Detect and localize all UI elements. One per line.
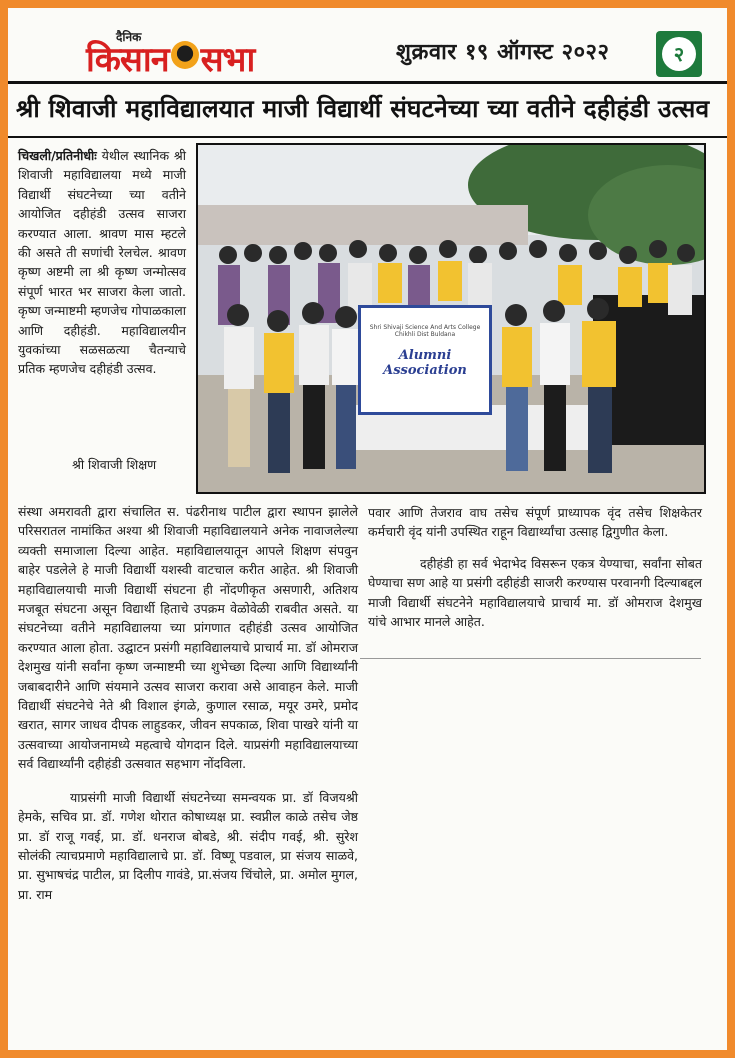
article-intro — [18, 146, 186, 379]
col1-paragraph-2: याप्रसंगी माजी विद्यार्थी संघटनेच्या समन्वयक प्रा. डॉ विजयश्री हेमके, सचिव प्रा. डॉ. गणेश थोरात कोषाध्यक्ष प्रा. स्वप्नील काळे तसेच जेष्ठ प्रा. डॉ राजू गवई, प्रा. डॉ. धनराज बोबडे, श्री. संदीप गवई, श्री. सुरेश सोलंकी त्याचप्रमाणे महाविद्यालाचे प्रा. डॉ. विष्णू पडवाल, प्रा संजय साळवे, प्रा. सुभाषचंद्र पाटील, प्रा दिलीप गावंडे, प्रा.संजय चिंचोले, प्रा. अमोल मुगल, प्रा. राम — [18, 789, 358, 902]
article-dateline: चिखली/प्रतिनीधीः — [18, 148, 97, 163]
article-column-1 — [18, 502, 358, 904]
logo-name-left: किसान — [86, 40, 169, 80]
newspaper-logo — [86, 28, 298, 84]
article-column-2 — [368, 503, 702, 631]
event-photo — [196, 143, 706, 494]
banner-title: Alumni Association — [383, 348, 467, 378]
intro-text: येथील स्थानिक श्री शिवाजी महाविद्यालया मध्ये माजी विद्यार्थी संघटनेच्या च्या वतीने आयोजित दहीहंडी उत्सव साजरा करण्यात आला. श्रावण मास म्हटले की असते ती सणांची रेलचेल. श्रावण कृष्ण अष्टमी ला श्री कृष्ण जन्मोत्सव संपूर्ण भारत भर साजरा केला जातो. कृष्ण जन्माष्टमी म्हणजेच गोपाळकाला आणि दहीहंडी. महाविद्यालयीन युवकांच्या सळसळत्या चैतन्याचे प्रतिक म्हणजेच दहीहंडी उत्सव. — [18, 148, 186, 377]
page-number-badge — [656, 31, 702, 77]
col2-paragraph-1: पवार आणि तेजराव वाघ तसेच संपूर्ण प्राध्यापक वृंद तसेच शिक्षकेतर कर्मचारी वृंद यांनी उपस्थित राहून विद्यार्थ्यांचा उत्साह द्विगुणीत केला. — [368, 505, 702, 540]
banner-college-name: Shri Shivaji Science And Arts College Chikhli Dist Buldana — [369, 324, 481, 338]
masthead-rule — [8, 81, 727, 84]
col2-paragraph-2: दहीहंडी हा सर्व भेदाभेद विसरून एकत्र येण्याचा, सर्वांना सोबत घेण्याचा सण आहे या प्रसंगी दहीहंडी साजरी करण्यास परवानगी दिल्याबद्दल माजी विद्यार्थी संघटनेने महाविद्यालयाचे प्राचार्य मा. डॉ ओमराज देशमुख यांचे आभार मानले आहेत. — [368, 555, 702, 630]
logo-prefix: दैनिक — [116, 30, 142, 44]
headline-rule — [8, 136, 727, 138]
newspaper-page — [8, 8, 727, 1050]
article-headline: श्री शिवाजी महाविद्यालयात माजी विद्यार्थी संघटनेच्या च्या वतीने दहीहंडी उत्सव — [16, 94, 710, 123]
farmer-emblem-icon — [171, 41, 199, 69]
alumni-banner — [358, 305, 492, 415]
logo-name-right: सभा — [200, 40, 255, 80]
page-number: २ — [662, 37, 696, 71]
column-end-rule — [360, 658, 701, 659]
issue-date: शुक्रवार १९ ऑगस्ट २०२२ — [396, 40, 610, 65]
intro-tail: श्री शिवाजी शिक्षण — [72, 457, 157, 472]
col1-paragraph-1: संस्था अमरावती द्वारा संचालित स. पंढरीनाथ पाटील द्वारा स्थापन झालेले परिसरातल नामांकित अश्या श्री शिवाजी महाविद्यालयाने अनेक नावाजलेल्या व्यक्ती समाजाला दिल्या आहेत. महाविद्यालयातून आपले शिक्षण संपवुन बाहेर पडलेले हे माजी विद्यार्थी यशस्वी वाटचाल करीत आहेत. श्री शिवाजी महाविद्यालयाची माजी विद्यार्थी संघटना ही नोंदणीकृत असणारी, अतिशय मजबूत संघटना असून विद्यार्थी हिताचे उपक्रम वेळोवेळी राबवीत असते. या संघटनेच्या वतीने महाविद्यालया च्या प्रांगणात दहीहंडी उत्सव आयोजित करण्यात आला होता. उद्घाटन प्रसंगी महाविद्यालयाचे प्राचार्य मा. डॉ ओमराज देशमुख यांनी सर्वांना कृष्ण जन्माष्टमी च्या शुभेच्छा दिल्या आणि विद्यार्थ्यांनी जबाबदारीने आणि संयमाने उत्सव साजरा करावा असे आवाहन केले. माजी विद्यार्थी संघटनेचे नेते श्री विशाल इंगळे, कुणाल रसाळ, मयूर उमरे, प्रमोद खरात, सागर जाधव दीपक लाहुडकर, जीवन सपकाळ, शिवा पाखरे यांनी या उत्सवाच्या आयोजनामध्ये महत्वाचे योगदान दिले. याप्रसंगी महाविद्यालयाच्या सर्व विद्यार्थ्यांनी दहीहंडी उत्सवात सहभाग नोंदविला. — [18, 504, 358, 772]
masthead — [8, 26, 727, 88]
